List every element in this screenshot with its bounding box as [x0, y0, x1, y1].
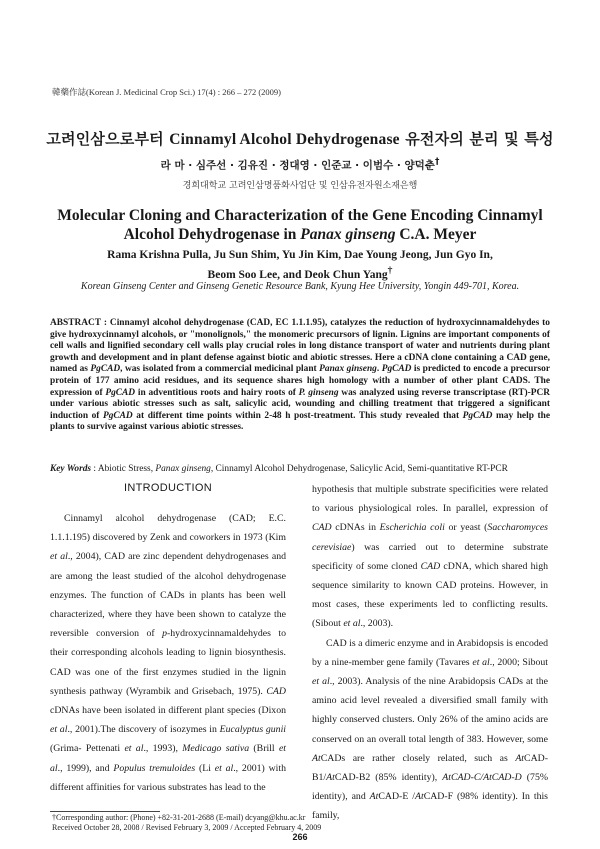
korean-author-list: 라 마 · 심주선 · 김유진 · 정대영 · 인준교 · 이범수 · 양덕춘 [160, 159, 435, 172]
abstract-text: was analyzed using reverse transcriptase (RT)-PCR under various abiotic stresses such as salt, salicylic acid, wounding and chilling treatment that triggered a significant induction of [50, 387, 550, 421]
korean-title-post: 유전자의 분리 및 특성 [399, 130, 554, 148]
abstract-text: . [376, 364, 382, 375]
korean-authors [0, 157, 600, 173]
keywords-text: : Abiotic Stress, [91, 464, 156, 474]
keywords-text: , Cinnamyl Alcohol Dehydrogenase, Salicylic Acid, Semi-quantitative RT-PCR [210, 464, 508, 474]
english-authors [0, 248, 600, 283]
abstract-italic: PgCAD [462, 410, 493, 421]
paragraph: Cinnamyl alcohol dehydrogenase (CAD; E.C. 1.1.1.195) discovered by Zenk and coworkers in 1973 (Kim et al., 2004), CAD are zinc dependent dehydrogenases and are among the least studied of the alcohol dehydrogenase enzymes. The function of CADs in plants has been well characterized, where they have been shown to catalyze the reversible conversion of p-hydroxycinnamaldehydes to their corresponding alcohols leading to lignin biosynthesis. CAD was one of the first enzymes studied in the lignin synthesis pathway (Wyrambik and Grisebach, 1975). CAD cDNAs have been isolated in different plant species (Dixon et al., 2001).The discovery of isozymes in Eucalyptus gunii (Grima- Pettenati et al., 1993), Medicago sativa (Brill et al., 1999), and Populus tremuloides (Li et al., 2001) with different affinities for various substrates has lead to the [50, 513, 287, 793]
left-column [50, 480, 286, 797]
authors-line2-text: Beom Soo Lee, and Deok Chun Yang [207, 268, 388, 281]
abstract-italic: PgCAD [103, 410, 133, 421]
received-dates: Received October 28, 2008 / Revised February 3, 2009 / Accepted February 4, 2009 [52, 823, 322, 832]
abstract-text: may help the plants to survive against various abiotic stresses. [50, 410, 550, 433]
english-authors-line2 [0, 263, 600, 283]
footnote-divider [50, 811, 160, 812]
corresponding-mark: † [434, 157, 440, 167]
abstract-italic: PgCAD [90, 364, 121, 375]
korean-title-latin: Cinnamyl Alcohol Dehydrogenase [169, 131, 400, 148]
paragraph: hypothesis that multiple substrate specificities were related to various physiological roles. In parallel, expression of CAD cDNAs in Escherichia coli or yeast (Saccharomyces cerevisiae) was carried out to determine substrate specificity of some cloned CAD cDNA, which shared high sequence similarity to known CAD proteins. However, in most cases, these experiments led to conflicting results. (Sibout et al., 2003). [312, 484, 549, 630]
abstract-text: , was isolated from a commercial medicinal plant [120, 364, 320, 375]
paragraph: CAD is a dimeric enzyme and in Arabidopsis is encoded by a nine-member gene family (Tavares et al., 2000; Sibout et al., 2003). Analysis of the nine Arabidopsis CADs at the amino acid level revealed a diversified small family with highly conserved clusters. Only 26% of the amino acids are conserved on an overall total length of 383. However, some AtCADs are rather closely related, such as AtCAD-B1/AtCAD-B2 (85% identity), AtCAD-C/AtCAD-D (75% identity), and AtCAD-E /AtCAD-F (98% identity). In this family, [312, 637, 549, 822]
corresponding-author-note: †Corresponding author: (Phone) +82-31-201-2688 (E-mail) dcyang@khu.ac.kr [52, 813, 306, 822]
abstract-italic: PgCAD [105, 387, 136, 398]
korean-affiliation: 경희대학교 고려인삼명품화사업단 및 인삼유전자원소재은행 [182, 181, 418, 191]
english-authors-line1: Rama Krishna Pulla, Ju Sun Shim, Yu Jin Kim, Dae Young Jeong, Jun Gyo In, [107, 249, 493, 261]
page-number: 266 [292, 832, 308, 842]
abstract-italic: Panax ginseng [319, 364, 377, 375]
footnote [52, 813, 321, 833]
abstract-text: in adventitious roots and hairy roots of [135, 387, 299, 398]
section-heading-introduction: INTRODUCTION [124, 482, 212, 494]
abstract-italic: PgCAD [381, 364, 412, 375]
keywords-italic: Panax ginseng [155, 464, 211, 474]
abstract [50, 318, 550, 434]
right-column [312, 480, 548, 826]
english-corresponding-mark: † [387, 265, 393, 276]
abstract-italic: P. ginseng [298, 387, 339, 398]
abstract-text: at different time points within 2-48 h post-treatment. This study revealed that [132, 410, 463, 421]
english-affiliation: Korean Ginseng Center and Ginseng Genetic Resource Bank, Kyung Hee University, Yongin 449-701, Korea. [80, 281, 520, 292]
keywords-label: Key Words [50, 464, 92, 474]
english-title-line2 [0, 225, 600, 244]
title-line2-post: C.A. Meyer [395, 226, 477, 243]
title-line2-pre: Alcohol Dehydrogenase in [123, 226, 301, 243]
english-title-line1: Molecular Cloning and Characterization of the Gene Encoding Cinnamyl [57, 207, 543, 224]
abstract-text: ABSTRACT : Cinnamyl alcohol dehydrogenase (CAD, EC 1.1.1.95), catalyzes the reduction of hydroxycinnamaldehydes to give hydroxycinnamyl alcohols, or "monolignols," the monomeric precursors of lignin. Lignins are important components of cell walls and lignified secondary cell walls play crucial roles in long distance transport of water and nutrients during plant growth and development and in plant defense against biotic and abiotic stresses. Here a cDNA clone containing a CAD gene, named as [50, 318, 550, 375]
korean-title-pre: 고려인삼으로부터 [46, 130, 170, 148]
keywords [50, 464, 560, 474]
title-species: Panax ginseng [300, 226, 396, 243]
journal-reference: 韓藥作誌(Korean J. Medicinal Crop Sci.) 17(4) : 266 – 272 (2009) [52, 87, 281, 97]
abstract-text: is predicted to encode a precursor protein of 177 amino acid residues, and its sequence shares high homology with a number of other plant CADS. The expression of [50, 364, 550, 398]
korean-title [0, 128, 600, 149]
english-title [0, 206, 600, 244]
